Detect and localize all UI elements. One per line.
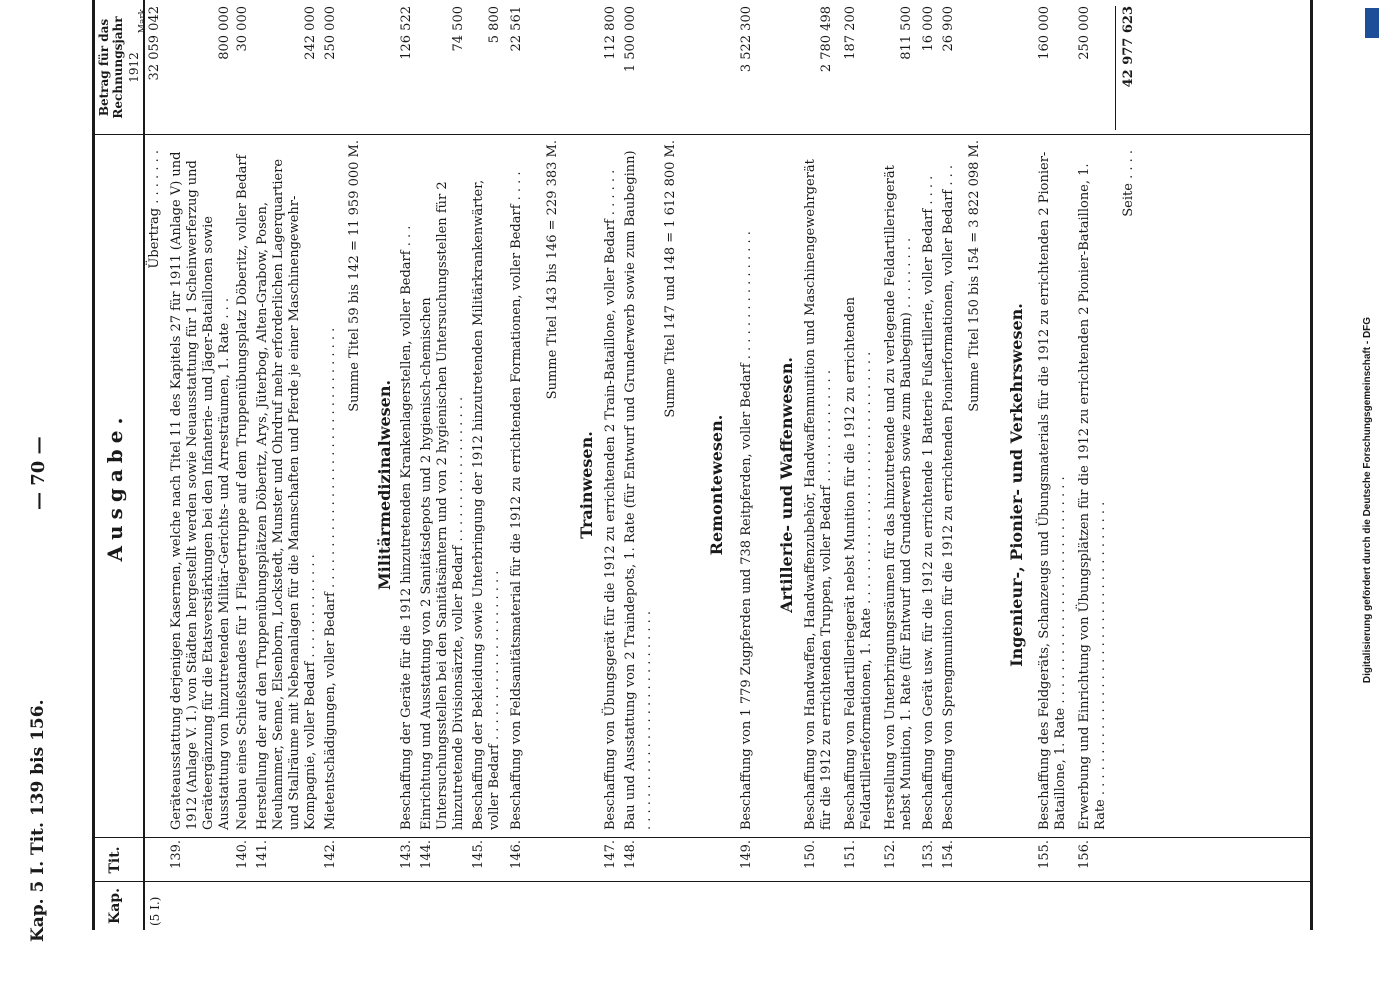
sum-line: Summe Titel 59 bis 142 = 11 959 000 M. <box>347 140 362 412</box>
budget-table: Kap. Tit. Ausgabe. Betrag für das Rechnungsjahr 1912 Mark. (5 I.) Übertrag . . . . . . . 32 059 042 139. Geräteausstattung derjenigen Kasernen, welche nach Titel 11 des Kapitels 27 für 1911 (Anlage V) und 1912 (Anlage V. 1.) von Städten hergestellt werden sowie Neuausstattung für 1 Scheinwerferzug und Geräteergänzung für die Etatsverstärkungen bei den Infanterie- und Jäger-Bataillonen sowie Ausstattung von hinzutretenden Militär-Gerichts- und Arresträumen, 1. Rate . . . 800 000 140. Neubau eines Schießstandes für 1 Fliegertruppe auf dem Truppenübungsplatz Döberitz, voller Bedarf 30 000 141. Herstellung der auf den Truppenübungsplätzen Döberitz, Arys, Jüterbog, Alten-Grabow, Posen, Neuhammer, Senne, Elsenborn, Lockstedt, Munster und Ohrdruf mehr erforderlichen Lagerquartiere und Stallräume mit Nebenanlagen für die Mannschaften und Pferde je einer Maschinengewehr-Kompagnie, voller Bedarf . . . . . . . . . . . . . 242 000 142. Mietentschädigungen, voller Bedarf . . . . . . . . . . . . . . . . . . . . . . . . . . . . . . . . 250 000 Summe Titel 59 bis 142 = 11 959 000 M. Militärmedizinalwesen. 143. Beschaffung der Geräte für die 1912 hinzutretenden Krankenlagerstellen, voller Bedarf . . . 126 522 144. Einrichtung und Ausstattung von 2 Sanitätsdepots und 2 hygienisch-chemischen Untersuchungsstellen bei den Sanitätsämtern und von 2 hygienischen Untersuchungsstellen für 2 hinzutretende Divisionsärzte, voller Bedarf . . . . . . . . . . . . . . . . . . 74 500 145. Beschaffung der Bekleidung sowie Unterbringung der 1912 hinzutretenden Militärkrankenwärter, voller Bedarf . . . . . . . . . . . . . . . . . . . . . 5 800 146. Beschaffung von Feldsanitätsmaterial für die 1912 zu errichtenden Formationen, voller Bedarf . . . . 22 561 Summe Titel 143 bis 146 = 229 383 M. Trainwesen. 147. Beschaffung von Übungsgerät für die 1912 zu errichtenden 2 Train-Bataillone, voller Bedarf . . . . . . 112 800 148. Bau und Ausstattung von 2 Traindepots, 1. Rate (für Entwurf und Grunderwerb sowie zum Baubeginn) . . . . . . . . . . . . . . . . . . . . . . . . . . . 1 500 000 Summe Titel 147 und 148 = 1 612 800 M. Remontewesen. 149. Beschaffung von 1 779 Zugpferden und 738 Reitpferden, voller Bedarf . . . . . . . . . . . . . . . . 3 522 300 Artillerie- und Waffenwesen. 150. Beschaffung von Handwaffen, Handwaffenzubehör, Handwaffenmunition und Maschinengewehrgerät für die 1912 zu errichtenden Truppen, voller Bedarf . . . . . . . . . . . . . . 2 780 498 151. Beschaffung von Feldartilleriegerät nebst Munition für die 1912 zu errichtenden Feldartillerieformationen, 1. Rate . . . . . . . . . . . . . . . . . . . . . . . . . . . . . . . 187 200 152. Herstellung von Unterbringungsräumen für das hinzutretende und zu verlegende Feldartilleriegerät nebst Munition, 1. Rate (für Entwurf und Grunderwerb sowie zum Baubeginn) . . . . . . . . . 811 500 153. Beschaffung von Gerät usw. für die 1912 zu errichtende 1 Batterie Fußartillerie, voller Bedarf . . . . 16 000 154. Beschaffung von Sprengmunition für die 1912 zu errichtenden Pionierformationen, voller Bedarf . . . 26 900 Summe Titel 150 bis 154 = 3 822 098 M. Ingenieur-, Pionier- und Verkehrswesen. 155. Beschaffung des Feldgeräts, Schanzeugs und Übungsmaterials für die 1912 zu errichtenden 2 Pionier-Bataillone, 1. Rate . . . . . . . . . . . . . . . . . . . . . . . . . . . . 160 000 156. Erwerbung und Einrichtung von Übungsplätzen für die 1912 zu errichtenden 2 Pionier-Bataillone, 1. Rate . . . . . . . . . . . . . . . . . . . . . . . . . . . . . . . . . . . . 250 000 Seite . . . . 42 977 623 <box>92 0 1313 930</box>
header-chapter-ref: Kap. 5 I. Tit. 139 bis 156. <box>28 699 48 942</box>
section-heading: Militärmedizinalwesen. <box>375 379 394 591</box>
section-heading: Trainwesen. <box>577 431 596 539</box>
sum-line: Summe Titel 143 bis 146 = 229 383 M. <box>545 140 560 400</box>
page-number: — 70 — <box>28 436 49 510</box>
digitization-note: Digitalisierung gefördert durch die Deutsche Forschungsgemeinschaft - DFG <box>1362 316 1373 684</box>
sum-line: Summe Titel 147 und 148 = 1 612 800 M. <box>663 140 678 418</box>
divider <box>95 837 1310 838</box>
page-header <box>20 0 60 1000</box>
column-header-amount: Betrag für das Rechnungsjahr 1912 Mark. <box>95 0 145 135</box>
column-header-kap: Kap. <box>95 882 145 930</box>
column-header-tit: Tit. <box>95 838 145 882</box>
sum-line: Summe Titel 150 bis 154 = 3 822 098 M. <box>967 140 982 412</box>
column-header-ausgabe: Ausgabe. <box>95 135 145 838</box>
divider <box>95 881 1310 882</box>
section-heading: Ingenieur-, Pionier- und Verkehrswesen. <box>1007 303 1026 667</box>
total-rule <box>1115 6 1116 130</box>
section-heading: Remontewesen. <box>707 414 726 556</box>
section-heading: Artillerie- und Waffenwesen. <box>777 357 796 613</box>
divider <box>95 134 1310 135</box>
